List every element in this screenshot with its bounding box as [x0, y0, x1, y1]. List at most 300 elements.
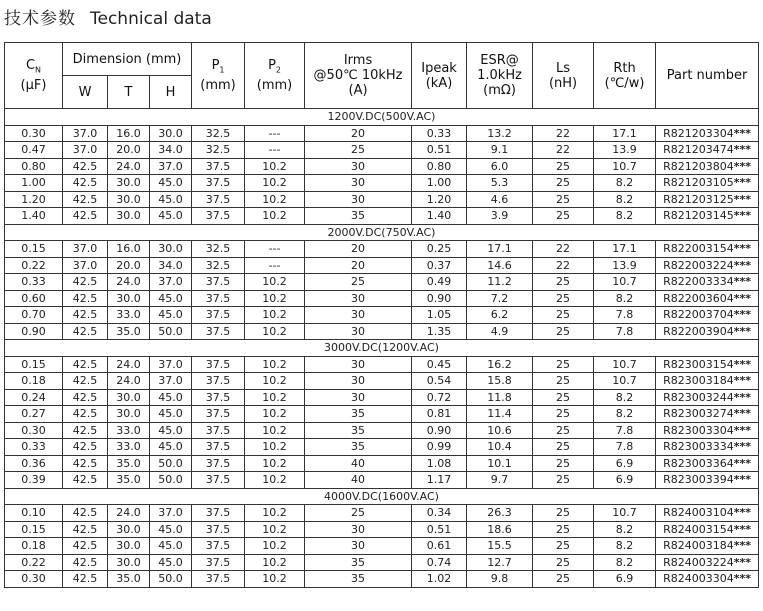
part-number-suffix: ***	[733, 192, 751, 206]
cell-esr: 14.6	[467, 257, 533, 274]
cell-irms: 30	[305, 158, 412, 175]
cell-esr: 4.9	[467, 323, 533, 340]
cell-p1: 37.5	[192, 175, 245, 192]
cell-capacitance: 1.40	[5, 208, 63, 225]
cell-part-number	[656, 505, 759, 522]
cell-capacitance: 0.22	[5, 554, 63, 571]
part-number-base: R822003904	[663, 324, 734, 338]
cell-height: 45.0	[150, 439, 192, 456]
cell-rth: 7.8	[594, 422, 656, 439]
cell-ls: 25	[533, 175, 594, 192]
cell-irms: 30	[305, 356, 412, 373]
part-number-base: R823003394	[663, 473, 734, 487]
cell-ls: 25	[533, 373, 594, 390]
table-row	[5, 571, 759, 588]
cell-esr: 3.9	[467, 208, 533, 225]
cell-height: 45.0	[150, 406, 192, 423]
cell-thickness: 35.0	[108, 323, 150, 340]
cell-height: 45.0	[150, 422, 192, 439]
title-english: Technical data	[90, 9, 212, 29]
header-ipeak: Ipeak (kA)	[412, 43, 467, 109]
cell-height: 37.0	[150, 373, 192, 390]
cell-p2: 10.2	[245, 554, 305, 571]
cell-ls: 25	[533, 307, 594, 324]
cell-thickness: 16.0	[108, 125, 150, 142]
cell-width: 42.5	[63, 158, 108, 175]
cell-rth: 8.2	[594, 290, 656, 307]
cell-rth: 8.2	[594, 406, 656, 423]
table-row	[5, 406, 759, 423]
cell-esr: 10.4	[467, 439, 533, 456]
cell-height: 45.0	[150, 175, 192, 192]
cell-p1: 37.5	[192, 323, 245, 340]
table-row	[5, 521, 759, 538]
cell-ipeak: 0.33	[412, 125, 467, 142]
cell-ls: 25	[533, 439, 594, 456]
cell-width: 42.5	[63, 472, 108, 489]
cell-thickness: 20.0	[108, 257, 150, 274]
cell-p1: 37.5	[192, 208, 245, 225]
cell-irms: 30	[305, 389, 412, 406]
cell-p1: 37.5	[192, 505, 245, 522]
cell-capacitance: 0.15	[5, 521, 63, 538]
cell-irms: 35	[305, 554, 412, 571]
part-number-suffix: ***	[733, 143, 751, 157]
cell-part-number	[656, 356, 759, 373]
section-voltage-label: 2000V.DC(750V.AC)	[5, 224, 759, 241]
cell-ls: 25	[533, 389, 594, 406]
cell-esr: 26.3	[467, 505, 533, 522]
cell-height: 50.0	[150, 472, 192, 489]
header-ls: Ls (nH)	[533, 43, 594, 109]
part-number-suffix: ***	[733, 539, 751, 553]
cell-ipeak: 1.02	[412, 571, 467, 588]
cell-p2: 10.2	[245, 521, 305, 538]
cell-ls: 25	[533, 521, 594, 538]
table-row	[5, 257, 759, 274]
cell-p1: 37.5	[192, 439, 245, 456]
cell-esr: 9.7	[467, 472, 533, 489]
cell-ipeak: 0.90	[412, 290, 467, 307]
cell-ipeak: 0.54	[412, 373, 467, 390]
cell-ls: 25	[533, 290, 594, 307]
cell-ls: 22	[533, 125, 594, 142]
part-number-suffix: ***	[733, 242, 751, 256]
cell-ls: 25	[533, 571, 594, 588]
cell-irms: 35	[305, 439, 412, 456]
cell-p2: 10.2	[245, 505, 305, 522]
cell-thickness: 35.0	[108, 455, 150, 472]
cell-p1: 37.5	[192, 521, 245, 538]
cell-capacitance: 0.39	[5, 472, 63, 489]
cell-esr: 12.7	[467, 554, 533, 571]
cell-height: 37.0	[150, 274, 192, 291]
cell-rth: 6.9	[594, 472, 656, 489]
cell-part-number	[656, 175, 759, 192]
cell-width: 42.5	[63, 505, 108, 522]
cell-part-number	[656, 538, 759, 555]
cell-ipeak: 1.40	[412, 208, 467, 225]
cell-p1: 32.5	[192, 125, 245, 142]
part-number-base: R822003334	[663, 275, 734, 289]
cell-part-number	[656, 208, 759, 225]
cell-thickness: 30.0	[108, 554, 150, 571]
cell-ls: 22	[533, 142, 594, 159]
table-row	[5, 158, 759, 175]
cell-capacitance: 0.36	[5, 455, 63, 472]
cell-irms: 25	[305, 505, 412, 522]
cell-height: 45.0	[150, 538, 192, 555]
part-number-base: R824003304	[663, 572, 734, 586]
cell-height: 45.0	[150, 191, 192, 208]
table-body	[5, 109, 759, 588]
cell-width: 42.5	[63, 406, 108, 423]
cell-part-number	[656, 274, 759, 291]
cell-width: 42.5	[63, 356, 108, 373]
cell-part-number	[656, 158, 759, 175]
cell-irms: 30	[305, 175, 412, 192]
cell-ls: 25	[533, 191, 594, 208]
table-header	[5, 43, 759, 109]
header-p2: $P_2$ (mm)	[245, 43, 305, 109]
cell-thickness: 33.0	[108, 439, 150, 456]
cell-ipeak: 0.99	[412, 439, 467, 456]
cell-capacitance: 0.30	[5, 422, 63, 439]
cell-rth: 10.7	[594, 356, 656, 373]
part-number-base: R821203145	[663, 209, 734, 223]
cell-width: 42.5	[63, 389, 108, 406]
cell-thickness: 16.0	[108, 241, 150, 258]
cell-width: 42.5	[63, 538, 108, 555]
cell-rth: 10.7	[594, 274, 656, 291]
cell-rth: 7.8	[594, 439, 656, 456]
part-number-base: R823003184	[663, 374, 734, 388]
cell-capacitance: 0.10	[5, 505, 63, 522]
section-header-row	[5, 224, 759, 241]
cell-part-number	[656, 571, 759, 588]
cell-p2: ---	[245, 257, 305, 274]
cell-height: 45.0	[150, 389, 192, 406]
cell-thickness: 35.0	[108, 571, 150, 588]
cell-width: 42.5	[63, 439, 108, 456]
cell-part-number	[656, 455, 759, 472]
cell-thickness: 30.0	[108, 521, 150, 538]
cell-ipeak: 0.49	[412, 274, 467, 291]
cell-thickness: 24.0	[108, 505, 150, 522]
cell-height: 37.0	[150, 505, 192, 522]
cell-width: 42.5	[63, 208, 108, 225]
cell-p1: 32.5	[192, 241, 245, 258]
table-row	[5, 274, 759, 291]
part-number-base: R821203304	[663, 126, 734, 140]
cell-thickness: 30.0	[108, 191, 150, 208]
cell-ipeak: 0.74	[412, 554, 467, 571]
cell-rth: 8.2	[594, 175, 656, 192]
cell-ipeak: 1.05	[412, 307, 467, 324]
cell-capacitance: 0.22	[5, 257, 63, 274]
cell-capacitance: 0.27	[5, 406, 63, 423]
cell-p1: 32.5	[192, 142, 245, 159]
cell-thickness: 30.0	[108, 406, 150, 423]
cell-width: 42.5	[63, 175, 108, 192]
part-number-base: R823003154	[663, 357, 734, 371]
cell-p2: 10.2	[245, 472, 305, 489]
table-row	[5, 389, 759, 406]
part-number-suffix: ***	[733, 357, 751, 371]
part-number-base: R821203125	[663, 192, 734, 206]
cell-ls: 25	[533, 538, 594, 555]
cell-p1: 37.5	[192, 158, 245, 175]
cell-p2: 10.2	[245, 455, 305, 472]
cell-width: 42.5	[63, 554, 108, 571]
cell-irms: 30	[305, 191, 412, 208]
table-row	[5, 142, 759, 159]
cell-thickness: 33.0	[108, 422, 150, 439]
cell-rth: 10.7	[594, 373, 656, 390]
part-number-suffix: ***	[733, 440, 751, 454]
part-number-base: R823003274	[663, 407, 734, 421]
cell-width: 42.5	[63, 290, 108, 307]
cell-capacitance: 0.33	[5, 274, 63, 291]
table-row	[5, 323, 759, 340]
part-number-base: R824003224	[663, 555, 734, 569]
part-number-suffix: ***	[733, 258, 751, 272]
header-part-number: Part number	[656, 43, 759, 109]
cell-height: 45.0	[150, 554, 192, 571]
part-number-base: R821203105	[663, 176, 734, 190]
cell-height: 50.0	[150, 571, 192, 588]
cell-thickness: 24.0	[108, 158, 150, 175]
cell-p2: 10.2	[245, 208, 305, 225]
cell-p1: 32.5	[192, 257, 245, 274]
table-row	[5, 125, 759, 142]
table-row	[5, 241, 759, 258]
cell-rth: 6.9	[594, 455, 656, 472]
cell-esr: 15.8	[467, 373, 533, 390]
cell-p2: 10.2	[245, 191, 305, 208]
cell-irms: 25	[305, 274, 412, 291]
cell-ipeak: 1.35	[412, 323, 467, 340]
cell-width: 37.0	[63, 142, 108, 159]
cell-capacitance: 0.30	[5, 571, 63, 588]
cell-thickness: 24.0	[108, 274, 150, 291]
cell-thickness: 30.0	[108, 290, 150, 307]
cell-capacitance: 0.33	[5, 439, 63, 456]
cell-irms: 35	[305, 406, 412, 423]
cell-p2: 10.2	[245, 571, 305, 588]
cell-rth: 8.2	[594, 554, 656, 571]
header-h: H	[150, 76, 192, 109]
cell-height: 30.0	[150, 125, 192, 142]
header-w: W	[63, 76, 108, 109]
cell-ipeak: 0.34	[412, 505, 467, 522]
section-voltage-label: 4000V.DC(1600V.AC)	[5, 488, 759, 505]
cell-part-number	[656, 439, 759, 456]
cell-ipeak: 0.45	[412, 356, 467, 373]
table-row	[5, 439, 759, 456]
cell-ls: 25	[533, 554, 594, 571]
cell-rth: 7.8	[594, 307, 656, 324]
cell-width: 37.0	[63, 125, 108, 142]
cell-irms: 30	[305, 538, 412, 555]
cell-rth: 10.7	[594, 158, 656, 175]
cell-part-number	[656, 257, 759, 274]
part-number-suffix: ***	[733, 522, 751, 536]
cell-width: 42.5	[63, 274, 108, 291]
cell-ls: 25	[533, 505, 594, 522]
cell-rth: 17.1	[594, 125, 656, 142]
cell-thickness: 24.0	[108, 356, 150, 373]
cell-capacitance: 0.80	[5, 158, 63, 175]
table-row	[5, 538, 759, 555]
cell-irms: 20	[305, 257, 412, 274]
cell-part-number	[656, 323, 759, 340]
cell-esr: 6.2	[467, 307, 533, 324]
header-esr: ESR@ 1.0kHz (mΩ)	[467, 43, 533, 109]
cell-p2: 10.2	[245, 290, 305, 307]
part-number-suffix: ***	[733, 291, 751, 305]
part-number-base: R824003104	[663, 506, 734, 520]
cell-irms: 25	[305, 142, 412, 159]
cell-p1: 37.5	[192, 191, 245, 208]
header-p1: $P_1$ (mm)	[192, 43, 245, 109]
part-number-suffix: ***	[733, 407, 751, 421]
cell-irms: 30	[305, 307, 412, 324]
cell-p1: 37.5	[192, 373, 245, 390]
part-number-base: R824003184	[663, 539, 734, 553]
cell-height: 45.0	[150, 208, 192, 225]
part-number-suffix: ***	[733, 572, 751, 586]
cell-height: 37.0	[150, 158, 192, 175]
cell-p2: 10.2	[245, 356, 305, 373]
cell-width: 42.5	[63, 373, 108, 390]
cell-part-number	[656, 406, 759, 423]
cell-part-number	[656, 554, 759, 571]
part-number-suffix: ***	[733, 374, 751, 388]
cell-p2: 10.2	[245, 175, 305, 192]
cell-p2: 10.2	[245, 307, 305, 324]
cell-part-number	[656, 290, 759, 307]
part-number-base: R823003244	[663, 390, 734, 404]
cell-esr: 16.2	[467, 356, 533, 373]
cell-height: 45.0	[150, 290, 192, 307]
table-row	[5, 554, 759, 571]
cell-ipeak: 0.80	[412, 158, 467, 175]
cell-irms: 40	[305, 472, 412, 489]
cell-p2: ---	[245, 142, 305, 159]
part-number-suffix: ***	[733, 275, 751, 289]
cell-height: 50.0	[150, 455, 192, 472]
cell-width: 42.5	[63, 323, 108, 340]
cell-esr: 7.2	[467, 290, 533, 307]
part-number-suffix: ***	[733, 209, 751, 223]
cell-thickness: 30.0	[108, 538, 150, 555]
cell-ipeak: 0.25	[412, 241, 467, 258]
cell-p2: 10.2	[245, 373, 305, 390]
cell-thickness: 20.0	[108, 142, 150, 159]
part-number-suffix: ***	[733, 423, 751, 437]
cell-part-number	[656, 125, 759, 142]
cell-ls: 22	[533, 257, 594, 274]
cell-p1: 37.5	[192, 538, 245, 555]
cell-p2: ---	[245, 241, 305, 258]
section-header-row	[5, 488, 759, 505]
cell-p2: 10.2	[245, 422, 305, 439]
cell-rth: 13.9	[594, 257, 656, 274]
cell-esr: 11.8	[467, 389, 533, 406]
cell-height: 45.0	[150, 521, 192, 538]
cell-irms: 40	[305, 455, 412, 472]
cell-ipeak: 1.00	[412, 175, 467, 192]
cell-ls: 25	[533, 422, 594, 439]
cell-p1: 37.5	[192, 406, 245, 423]
part-number-base: R822003154	[663, 242, 734, 256]
cell-ipeak: 0.61	[412, 538, 467, 555]
cell-part-number	[656, 422, 759, 439]
cell-thickness: 35.0	[108, 472, 150, 489]
cell-ls: 22	[533, 241, 594, 258]
cell-irms: 35	[305, 208, 412, 225]
cell-capacitance: 1.20	[5, 191, 63, 208]
cell-height: 37.0	[150, 356, 192, 373]
cell-capacitance: 1.00	[5, 175, 63, 192]
cell-capacitance: 0.70	[5, 307, 63, 324]
cell-capacitance: 0.30	[5, 125, 63, 142]
cell-ipeak: 1.17	[412, 472, 467, 489]
cell-rth: 8.2	[594, 521, 656, 538]
cell-p2: 10.2	[245, 406, 305, 423]
table-row	[5, 290, 759, 307]
part-number-suffix: ***	[733, 555, 751, 569]
cell-ls: 25	[533, 406, 594, 423]
part-number-base: R821203804	[663, 159, 734, 173]
cell-rth: 13.9	[594, 142, 656, 159]
cell-width: 42.5	[63, 571, 108, 588]
cell-p2: 10.2	[245, 274, 305, 291]
cell-height: 34.0	[150, 142, 192, 159]
cell-p2: 10.2	[245, 323, 305, 340]
cell-p2: ---	[245, 125, 305, 142]
cell-p1: 37.5	[192, 290, 245, 307]
cell-esr: 17.1	[467, 241, 533, 258]
cell-thickness: 30.0	[108, 208, 150, 225]
section-voltage-label: 3000V.DC(1200V.AC)	[5, 340, 759, 357]
cell-rth: 6.9	[594, 571, 656, 588]
cell-p1: 37.5	[192, 422, 245, 439]
table-row	[5, 455, 759, 472]
table-row	[5, 307, 759, 324]
cell-height: 50.0	[150, 323, 192, 340]
part-number-base: R822003704	[663, 308, 734, 322]
cell-capacitance: 0.24	[5, 389, 63, 406]
cell-esr: 6.0	[467, 158, 533, 175]
part-number-suffix: ***	[733, 308, 751, 322]
part-number-suffix: ***	[733, 159, 751, 173]
cell-p2: 10.2	[245, 158, 305, 175]
header-dimension: Dimension (mm)	[63, 43, 192, 76]
cell-esr: 5.3	[467, 175, 533, 192]
cell-part-number	[656, 241, 759, 258]
cell-esr: 4.6	[467, 191, 533, 208]
part-number-suffix: ***	[733, 176, 751, 190]
table-row	[5, 191, 759, 208]
section-header-row	[5, 109, 759, 126]
header-rth: Rth (℃/w)	[594, 43, 656, 109]
section-header-row	[5, 340, 759, 357]
cell-height: 45.0	[150, 307, 192, 324]
table-row	[5, 505, 759, 522]
part-number-suffix: ***	[733, 390, 751, 404]
